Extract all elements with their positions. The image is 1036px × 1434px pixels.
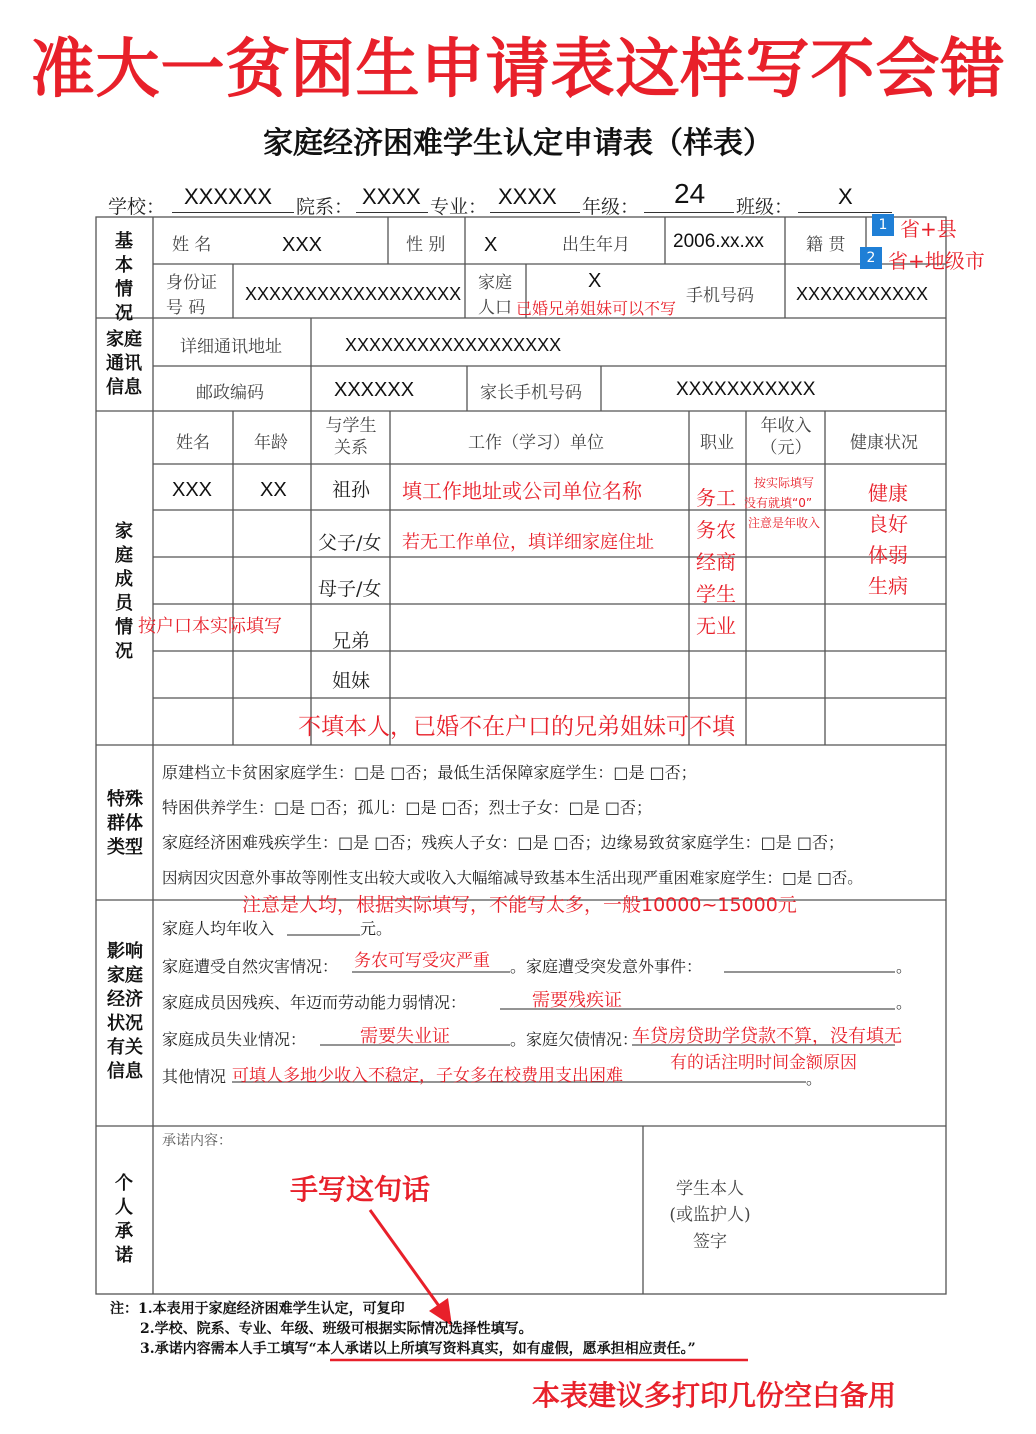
id-label-line2: 号 码 <box>166 298 206 318</box>
work-note-1: 填工作地址或公司单位名称 <box>402 479 642 503</box>
school-label: 学校： <box>108 196 166 218</box>
address-label: 详细通讯地址 <box>180 337 282 357</box>
exclude-note: 不填本人，已婚不在户口的兄弟姐妹可不填 <box>298 714 735 740</box>
health-options <box>868 478 908 602</box>
print-note: 本表建议多打印几份空白备用 <box>532 1379 897 1412</box>
col-occupation: 职业 <box>700 433 734 453</box>
name-label: 姓 名 <box>172 235 212 255</box>
address-value: XXXXXXXXXXXXXXXXXX <box>345 335 562 355</box>
disaster-note: 务农可写受灾严重 <box>354 951 490 971</box>
grade-value: 24 <box>674 178 706 209</box>
household-note: 已婚兄弟姐妹可以不写 <box>516 299 677 318</box>
period-3: 。 <box>806 1069 823 1088</box>
major-value: XXXX <box>498 184 557 209</box>
parent-phone-value: XXXXXXXXXXX <box>676 379 816 400</box>
special-line-1: 原建档立卡贫困家庭学生：□是 □否；最低生活保障家庭学生：□是 □否； <box>162 763 697 782</box>
relation-2: 父子/女 <box>318 532 382 554</box>
col-income: 年收入（元） <box>760 416 812 458</box>
special-section-label: 特殊群体类型 <box>107 789 143 858</box>
income-note-1: 按实际填写 <box>754 476 815 490</box>
relation-4: 兄弟 <box>332 630 371 652</box>
row1-age: XX <box>260 479 287 501</box>
disability-label: 家庭成员因残疾、年迈而劳动能力弱情况： <box>162 993 467 1012</box>
class-label: 班级： <box>736 196 794 218</box>
birth-value: 2006.xx.xx <box>673 231 764 252</box>
origin-badge-2: 2 <box>860 247 882 269</box>
economic-section-label: 影响家庭经济状况有关信息 <box>107 941 143 1082</box>
debt-note-2: 有的话注明时间金额原因 <box>670 1053 857 1073</box>
special-line-3: 家庭经济困难残疾学生：□是 □否；残疾人子女：□是 □否；边缘易致贫家庭学生：□是 □否； <box>162 833 844 852</box>
family-section-label: 家庭成员情况 <box>115 521 133 662</box>
unemployment-note: 需要失业证 <box>360 1026 450 1047</box>
sign-label-1: 学生本人 <box>676 1179 744 1199</box>
period-1: 。 <box>896 957 913 976</box>
class-value: X <box>838 184 853 209</box>
phone-value: XXXXXXXXXXX <box>796 284 929 304</box>
other-label: 其他情况 <box>162 1067 227 1086</box>
occupation-option: 无业 <box>696 614 736 638</box>
id-value: XXXXXXXXXXXXXXXXXX <box>245 284 462 304</box>
dept-value: XXXX <box>362 184 421 209</box>
form-title: 家庭经济困难学生认定申请表（样表） <box>263 126 773 161</box>
sign-label-2: (或监护人) <box>669 1205 751 1225</box>
origin-note-1: 省+县 <box>900 217 957 241</box>
unemployment-label: 家庭成员失业情况： <box>162 1030 307 1049</box>
income-note-2: 没有就填“0” <box>744 496 813 510</box>
income-note-3: 注意是年收入 <box>748 516 821 530</box>
household-label-line2: 人口 <box>478 298 512 318</box>
health-option: 良好 <box>868 512 908 536</box>
relation-1: 祖孙 <box>332 479 371 501</box>
relation-5: 姐妹 <box>332 670 371 692</box>
disaster-label: 家庭遭受自然灾害情况： <box>162 957 339 976</box>
per-capita-note: 注意是人均，根据实际填写，不能写太多，一般10000~15000元 <box>242 894 797 916</box>
parent-phone-label: 家长手机号码 <box>480 383 582 403</box>
health-option: 生病 <box>868 574 908 598</box>
special-line-4: 因病因灾因意外事故等刚性支出较大或收入大幅缩减导致基本生活出现严重困难家庭学生：□是 □否。 <box>162 869 863 887</box>
household-label-line1: 家庭 <box>478 273 512 293</box>
id-label-line1: 身份证 <box>166 273 217 293</box>
gender-label: 性 别 <box>406 235 446 255</box>
commitment-content-label: 承诺内容： <box>162 1133 232 1149</box>
commitment-section-label: 个人承诺 <box>115 1173 133 1266</box>
col-health: 健康状况 <box>850 433 918 453</box>
occupation-option: 经商 <box>696 550 736 574</box>
emergency-label: 。家庭遭受突发意外事件： <box>510 957 703 976</box>
footnote-1: 注：1.本表用于家庭经济困难学生认定，可复印 <box>110 1301 405 1317</box>
phone-label: 手机号码 <box>686 286 754 306</box>
work-note-2: 若无工作单位，填详细家庭住址 <box>402 532 654 553</box>
postcode-label: 邮政编码 <box>196 383 264 403</box>
handwrite-note: 手写这句话 <box>290 1173 431 1206</box>
disability-note: 需要残疾证 <box>532 990 622 1011</box>
col-work: 工作（学习）单位 <box>468 433 604 453</box>
occupation-option: 学生 <box>696 582 736 606</box>
gender-value: X <box>484 234 498 256</box>
sign-label-3: 签字 <box>693 1232 727 1252</box>
basic-section-label: 基本情况 <box>115 231 133 324</box>
school-value: XXXXXX <box>184 184 273 209</box>
name-value: XXX <box>282 234 323 256</box>
contact-section-label: 家庭通讯信息 <box>106 329 142 398</box>
household-value: X <box>588 270 602 292</box>
health-option: 健康 <box>868 481 908 505</box>
origin-label: 籍 贯 <box>806 235 846 255</box>
occupation-option: 务农 <box>696 518 736 542</box>
period-2: 。 <box>896 993 913 1012</box>
birth-label: 出生年月 <box>562 235 630 255</box>
footnote-2: 2.学校、院系、专业、年级、班级可根据实际情况选择性填写。 <box>140 1321 533 1337</box>
other-note: 可填人多地少收入不稳定，子女多在校费用支出困难 <box>232 1066 623 1086</box>
income-label: 家庭人均年收入 <box>162 919 275 938</box>
household-register-note: 按户口本实际填写 <box>138 616 282 637</box>
footnote-3: 3.承诺内容需本人手工填写“本人承诺以上所填写资料真实，如有虚假，愿承担相应责任。” <box>140 1341 696 1357</box>
col-name: 姓名 <box>176 433 210 453</box>
row1-name: XXX <box>172 479 213 501</box>
grade-label: 年级： <box>582 196 640 218</box>
debt-label: 。家庭欠债情况： <box>510 1030 639 1049</box>
major-label: 专业： <box>430 196 488 218</box>
postcode-value: XXXXXX <box>334 379 415 401</box>
occupation-options <box>696 482 736 642</box>
origin-note-2: 省+地级市 <box>888 249 985 273</box>
occupation-option: 务工 <box>696 486 736 510</box>
origin-badge-1: 1 <box>872 214 894 236</box>
health-option: 体弱 <box>868 543 908 567</box>
debt-note-1: 车贷房贷助学贷款不算，没有填无 <box>632 1026 902 1047</box>
income-unit: 元。 <box>360 919 393 938</box>
headline: 准大一贫困生申请表这样写不会错 <box>30 33 1006 107</box>
special-line-2: 特困供养学生：□是 □否；孤儿：□是 □否；烈士子女：□是 □否； <box>162 798 652 817</box>
col-age: 年龄 <box>254 433 288 453</box>
dept-label: 院系： <box>296 196 354 218</box>
col-relation: 与学生关系 <box>325 416 377 458</box>
relation-3: 母子/女 <box>318 578 382 600</box>
